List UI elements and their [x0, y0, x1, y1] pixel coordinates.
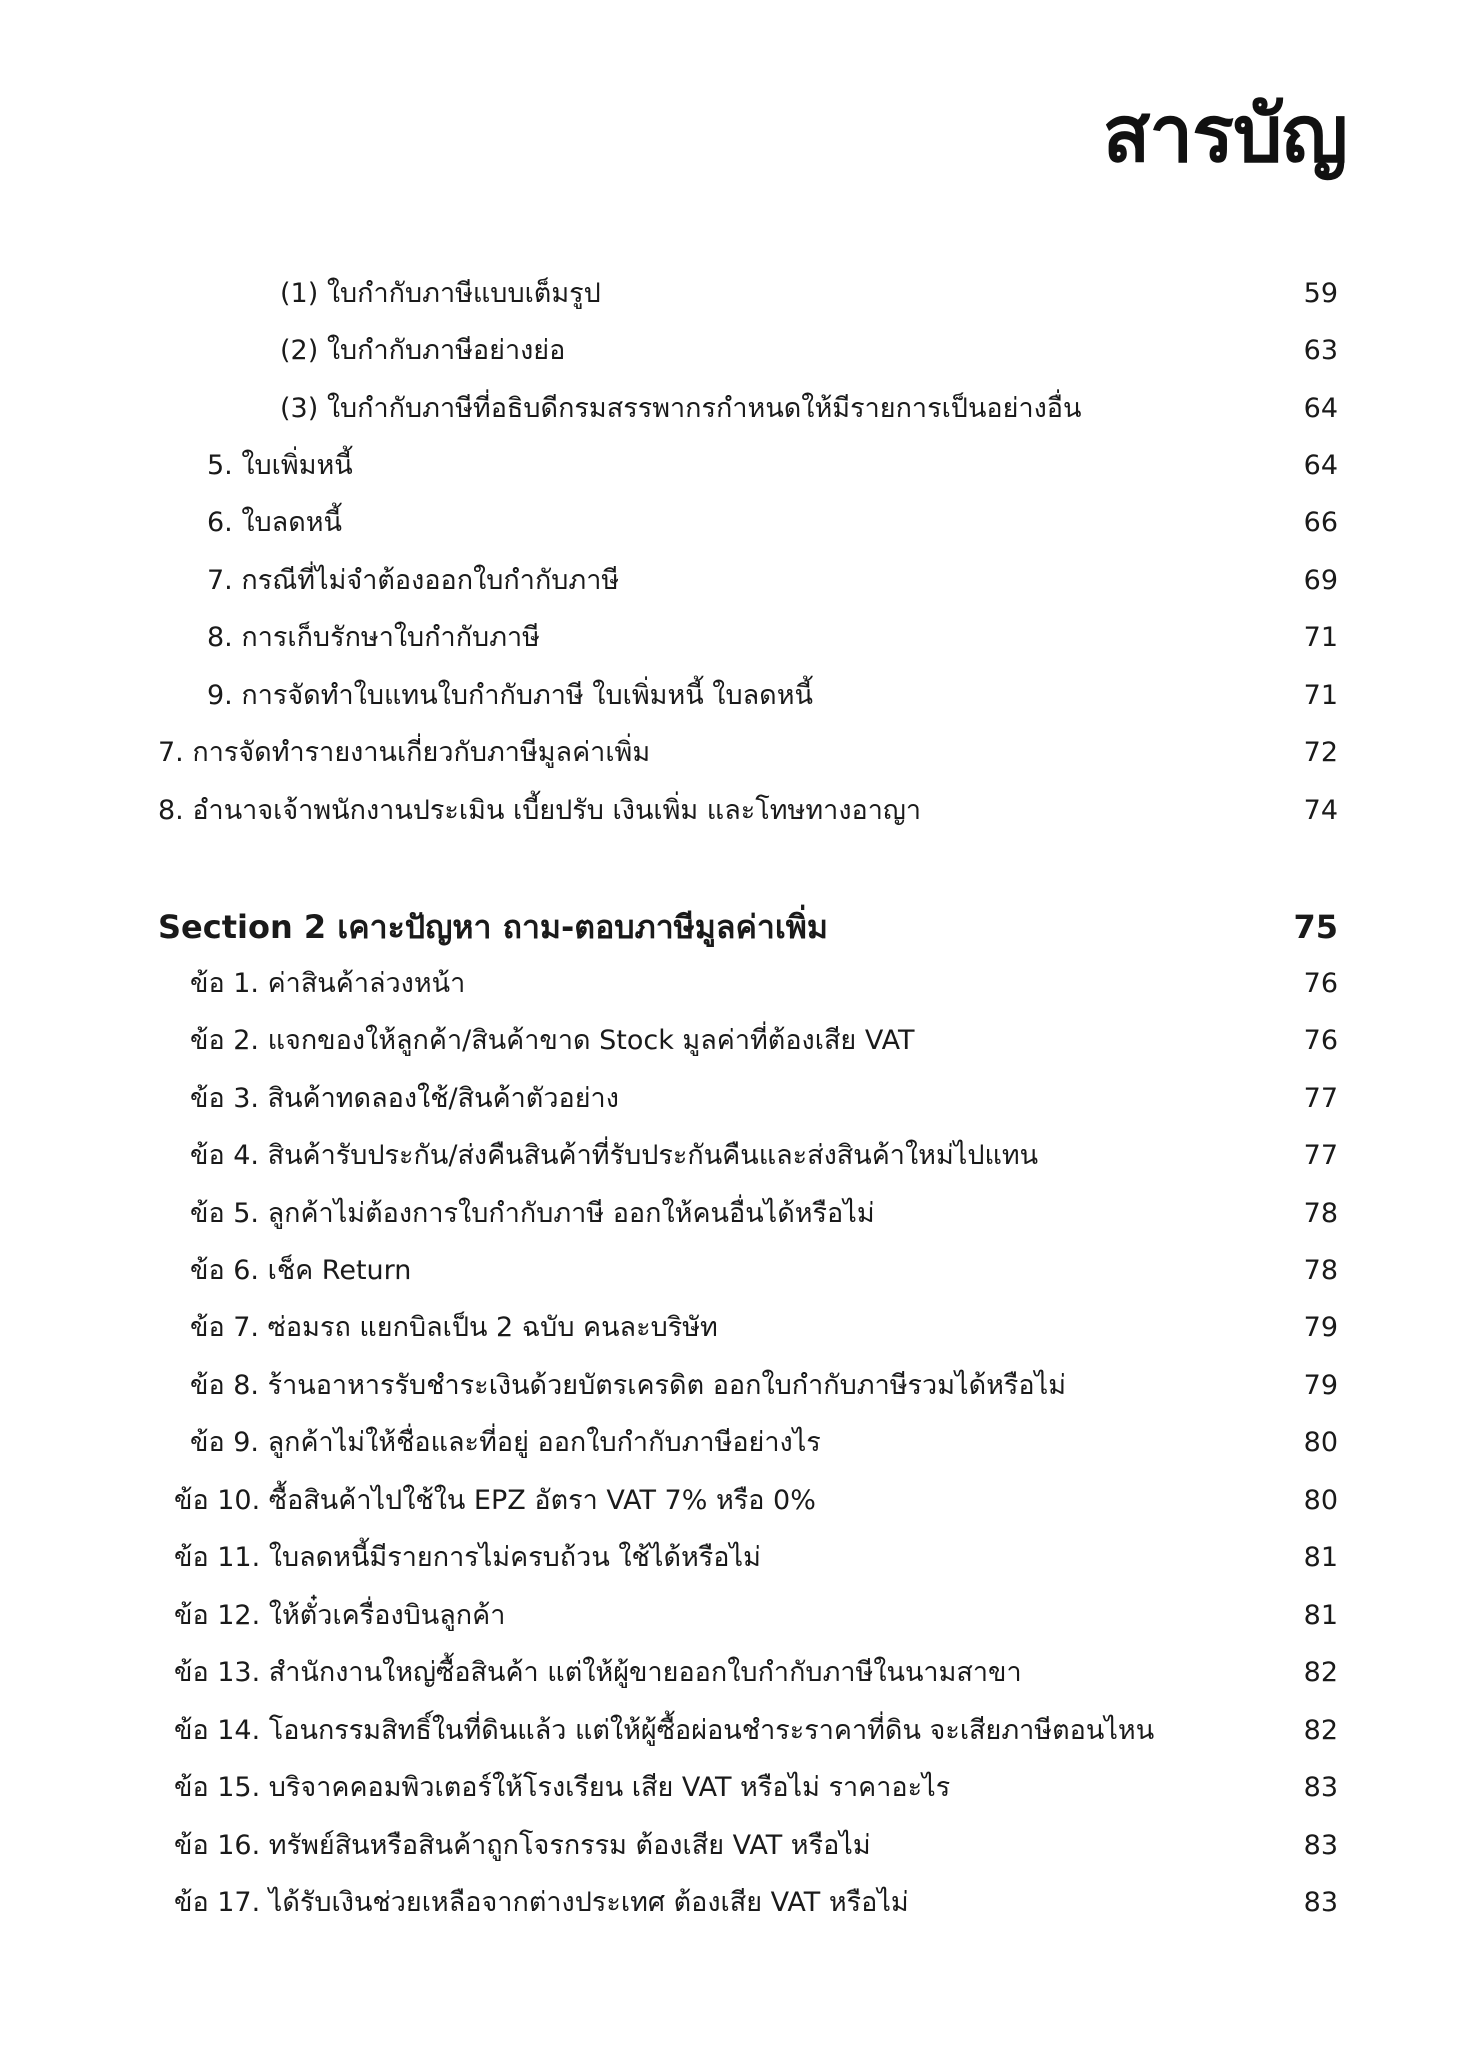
toc-entry[interactable] [0, 380, 1457, 438]
toc-entry-page: 72 [1303, 737, 1338, 768]
question-label: ข้อ 9. ลูกค้าไม่ให้ชื่อและที่อยู่ ออกใบกำกับภาษีอย่างไร [190, 1427, 821, 1458]
question-entry[interactable] [0, 1587, 1457, 1645]
toc-entry-page: 74 [1303, 795, 1338, 826]
toc-entry[interactable] [0, 322, 1457, 380]
question-entry[interactable] [0, 1817, 1457, 1875]
toc-entry[interactable] [0, 667, 1457, 725]
toc-entry-label: 8. การเก็บรักษาใบกำกับภาษี [207, 622, 540, 653]
toc-entry[interactable] [0, 494, 1457, 552]
question-page: 80 [1303, 1485, 1338, 1516]
toc-entry-label: 9. การจัดทำใบแทนใบกำกับภาษี ใบเพิ่มหนี้ ใบลดหนี้ [207, 680, 813, 711]
question-entry[interactable] [0, 1299, 1457, 1357]
question-label: ข้อ 2. แจกของให้ลูกค้า/สินค้าขาด Stock มูลค่าที่ต้องเสีย VAT [190, 1025, 915, 1056]
question-entry[interactable] [0, 1127, 1457, 1185]
question-page: 77 [1303, 1083, 1338, 1114]
question-label: ข้อ 5. ลูกค้าไม่ต้องการใบกำกับภาษี ออกให้คนอื่นได้หรือไม่ [190, 1198, 875, 1229]
toc-entry-page: 69 [1303, 565, 1338, 596]
question-label: ข้อ 17. ได้รับเงินช่วยเหลือจากต่างประเทศ ต้องเสีย VAT หรือไม่ [174, 1887, 909, 1918]
question-page: 79 [1303, 1312, 1338, 1343]
question-page: 76 [1303, 968, 1338, 999]
question-entry[interactable] [0, 1529, 1457, 1587]
toc-entry-page: 64 [1303, 393, 1338, 424]
question-entry[interactable] [0, 1644, 1457, 1702]
question-label: ข้อ 1. ค่าสินค้าล่วงหน้า [190, 968, 466, 999]
toc-entry-page: 59 [1303, 278, 1338, 309]
question-page: 80 [1303, 1427, 1338, 1458]
toc-entry[interactable] [0, 724, 1457, 782]
question-entry[interactable] [0, 1357, 1457, 1415]
question-label: ข้อ 3. สินค้าทดลองใช้/สินค้าตัวอย่าง [190, 1083, 619, 1114]
question-label: ข้อ 10. ซื้อสินค้าไปใช้ใน EPZ อัตรา VAT 7% หรือ 0% [174, 1485, 816, 1516]
question-page: 83 [1303, 1887, 1338, 1918]
question-page: 83 [1303, 1830, 1338, 1861]
toc-entry[interactable] [0, 782, 1457, 840]
toc-entry[interactable] [0, 552, 1457, 610]
question-label: ข้อ 15. บริจาคคอมพิวเตอร์ให้โรงเรียน เสีย VAT หรือไม่ ราคาอะไร [174, 1772, 951, 1803]
question-label: ข้อ 8. ร้านอาหารรับชำระเงินด้วยบัตรเครดิต ออกใบกำกับภาษีรวมได้หรือไม่ [190, 1370, 1067, 1401]
toc-entry-page: 66 [1303, 507, 1338, 538]
question-label: ข้อ 6. เช็ค Return [190, 1255, 412, 1286]
question-page: 81 [1303, 1600, 1338, 1631]
toc-entry-page: 64 [1303, 450, 1338, 481]
question-page: 77 [1303, 1140, 1338, 1171]
question-page: 76 [1303, 1025, 1338, 1056]
question-entry[interactable] [0, 955, 1457, 1013]
question-entry[interactable] [0, 1185, 1457, 1243]
question-label: ข้อ 13. สำนักงานใหญ่ซื้อสินค้า แต่ให้ผู้ขายออกใบกำกับภาษีในนามสาขา [174, 1657, 1022, 1688]
question-label: ข้อ 11. ใบลดหนี้มีรายการไม่ครบถ้วน ใช้ได้หรือไม่ [174, 1542, 761, 1573]
toc-entry[interactable] [0, 609, 1457, 667]
toc-entry[interactable] [0, 437, 1457, 495]
section-heading[interactable] [0, 898, 1457, 956]
question-entry[interactable] [0, 1759, 1457, 1817]
toc-entry-label: 7. กรณีที่ไม่จำต้องออกใบกำกับภาษี [207, 565, 620, 596]
question-page: 82 [1303, 1715, 1338, 1746]
toc-entry-page: 71 [1303, 680, 1338, 711]
question-label: ข้อ 12. ให้ตั๋วเครื่องบินลูกค้า [174, 1600, 506, 1631]
question-page: 83 [1303, 1772, 1338, 1803]
section-page: 75 [1293, 908, 1338, 946]
toc-entry-label: (2) ใบกำกับภาษีอย่างย่อ [280, 335, 566, 366]
question-label: ข้อ 7. ซ่อมรถ แยกบิลเป็น 2 ฉบับ คนละบริษัท [190, 1312, 718, 1343]
question-entry[interactable] [0, 1070, 1457, 1128]
question-page: 81 [1303, 1542, 1338, 1573]
toc-entry-page: 63 [1303, 335, 1338, 366]
question-entry[interactable] [0, 1012, 1457, 1070]
question-label: ข้อ 4. สินค้ารับประกัน/ส่งคืนสินค้าที่รับประกันคืนและส่งสินค้าใหม่ไปแทน [190, 1140, 1039, 1171]
question-label: ข้อ 16. ทรัพย์สินหรือสินค้าถูกโจรกรรม ต้องเสีย VAT หรือไม่ [174, 1830, 871, 1861]
question-entry[interactable] [0, 1472, 1457, 1530]
toc-entry-label: (1) ใบกำกับภาษีแบบเต็มรูป [280, 278, 601, 309]
question-page: 79 [1303, 1370, 1338, 1401]
page-title: สารบัญ [1102, 90, 1347, 180]
section-label: Section 2 เคาะปัญหา ถาม-ตอบภาษีมูลค่าเพิ่ม [158, 908, 828, 946]
toc-entry-label: 8. อำนาจเจ้าพนักงานประเมิน เบี้ยปรับ เงินเพิ่ม และโทษทางอาญา [158, 795, 922, 826]
question-entry[interactable] [0, 1414, 1457, 1472]
question-page: 82 [1303, 1657, 1338, 1688]
toc-entry-page: 71 [1303, 622, 1338, 653]
question-entry[interactable] [0, 1702, 1457, 1760]
toc-entry-label: 6. ใบลดหนี้ [207, 507, 342, 538]
question-page: 78 [1303, 1198, 1338, 1229]
question-label: ข้อ 14. โอนกรรมสิทธิ์ในที่ดินแล้ว แต่ให้ผู้ซื้อผ่อนชำระราคาที่ดิน จะเสียภาษีตอนไหน [174, 1715, 1155, 1746]
toc-entry-label: 7. การจัดทำรายงานเกี่ยวกับภาษีมูลค่าเพิ่ม [158, 737, 651, 768]
toc-entry[interactable] [0, 265, 1457, 323]
toc-entry-label: (3) ใบกำกับภาษีที่อธิบดีกรมสรรพากรกำหนดให้มีรายการเป็นอย่างอื่น [280, 393, 1082, 424]
question-page: 78 [1303, 1255, 1338, 1286]
question-entry[interactable] [0, 1242, 1457, 1300]
question-entry[interactable] [0, 1874, 1457, 1932]
toc-entry-label: 5. ใบเพิ่มหนี้ [207, 450, 353, 481]
